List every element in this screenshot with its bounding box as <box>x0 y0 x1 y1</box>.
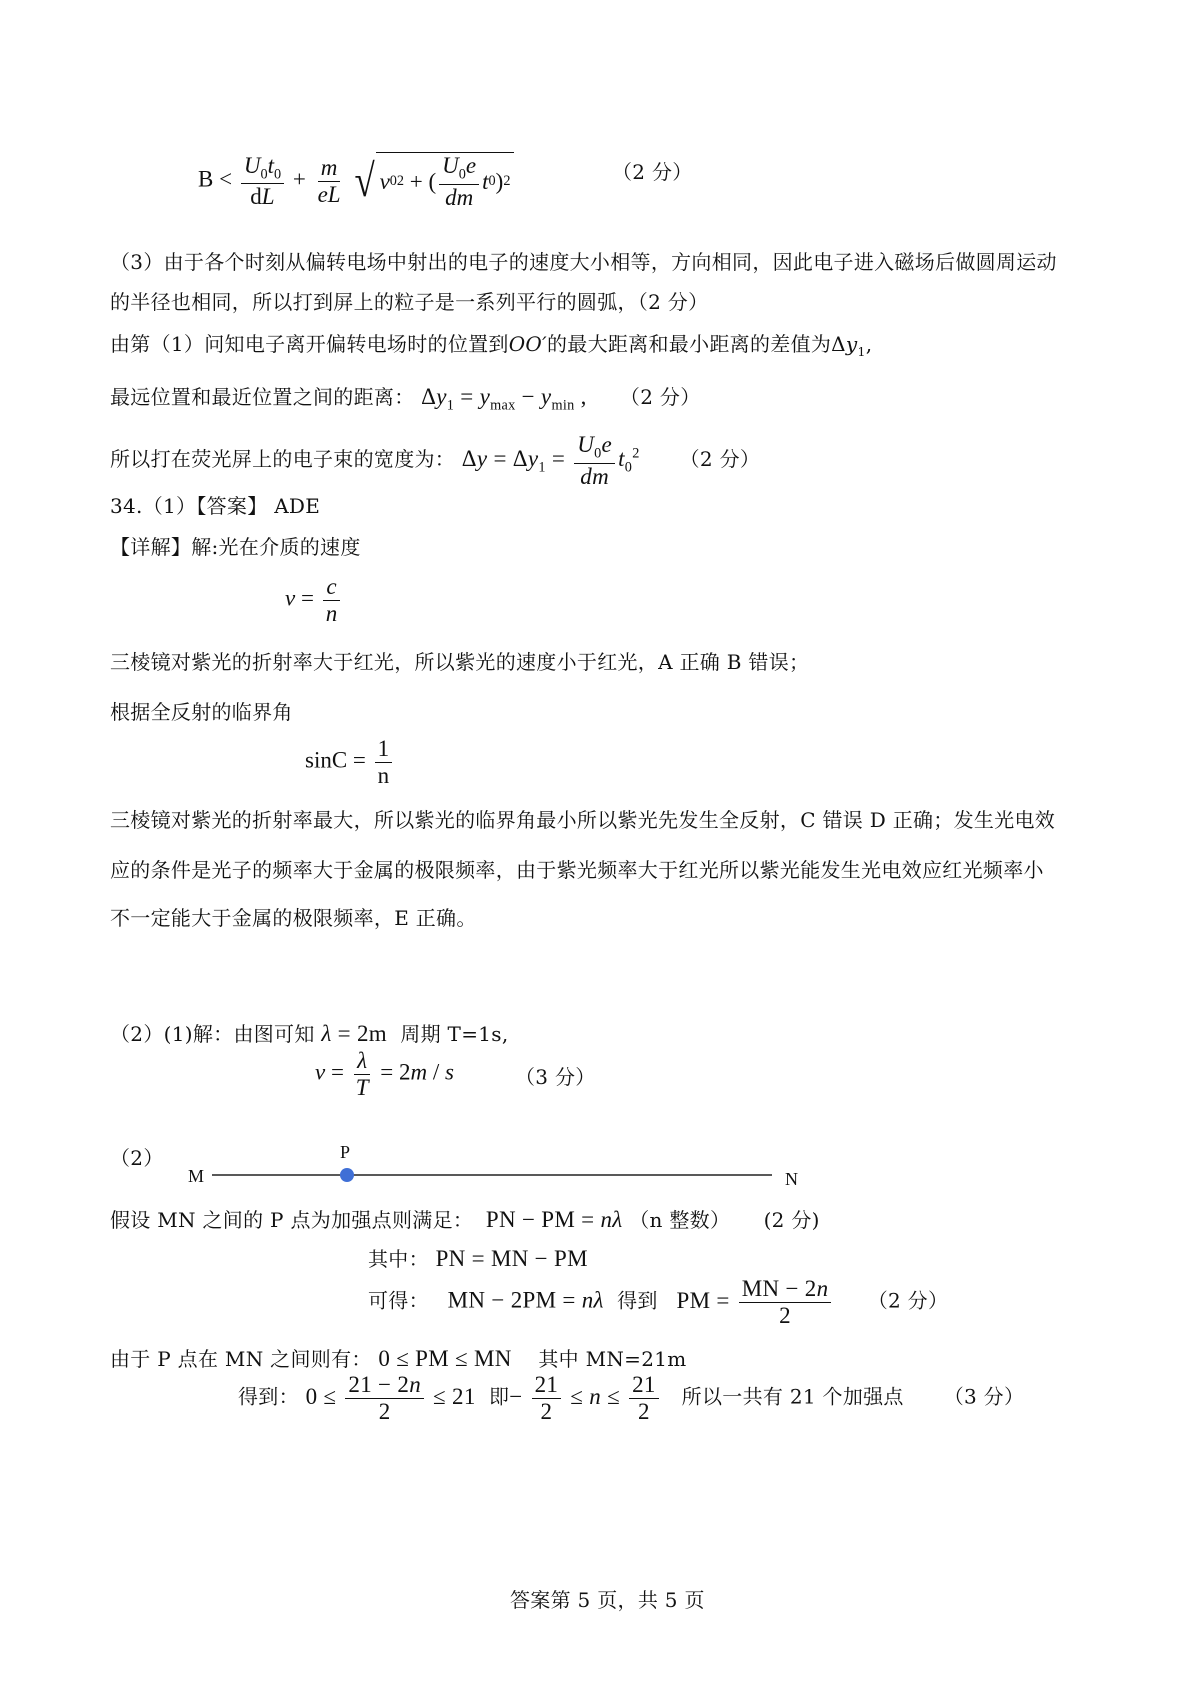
n-integer: （n 整数） <box>629 1208 731 1232</box>
score-b-inequality: （2 分） <box>612 160 693 184</box>
obtain-line: 可得： MN − 2PM = nλ 得到 PM = $\frac{MN - 2n}{2}$ （2 分） <box>368 1276 949 1328</box>
conclusion-text: 所以一共有 21 个加强点 <box>681 1384 904 1409</box>
obtain-text: 可得： <box>368 1288 429 1313</box>
part2-line1-prefix: （2）(1)解：由图可知 <box>110 1022 315 1046</box>
dist-line: 最远位置和最近位置之间的距离： $\Delta y_1 = y_{max} - y_{min}$ , （2 分） <box>110 384 701 414</box>
oo-prime: OO′ <box>508 332 547 356</box>
dist-label: 最远位置和最近位置之间的距离： <box>110 385 415 409</box>
get2-text: 得到： <box>238 1384 299 1409</box>
mn-given: 其中 MN=21m <box>538 1347 687 1371</box>
part2-line1: （2）(1)解：由图可知 λ = 2m 周期 T=1s, <box>110 1021 509 1046</box>
q34-p3-line3: 不一定能大于金属的极限频率，E 正确。 <box>110 906 477 930</box>
velocity-formula: v = $\frac{c}{n}$ <box>285 574 343 627</box>
critical-angle-formula: sinC = $\frac{1}{n}$ <box>305 736 395 789</box>
score-dist: （2 分） <box>619 385 701 409</box>
wave-speed-formula: v = $\frac{\lambda}{T}$ = 2m / s <box>315 1048 454 1100</box>
period-text: 周期 T=1s, <box>400 1022 509 1046</box>
q34-p3-line2: 应的条件是光子的频率大于金属的极限频率，由于紫光频率大于红光所以紫光能发生光电效应红光频率小 <box>110 858 1044 882</box>
sec3-para-line2: 的半径也相同，所以打到屏上的粒子是一系列平行的圆弧，（2 分） <box>110 290 709 314</box>
b-inequality: B < $\frac{U_0t_0}{dL}$ + $\frac{m}{eL}$ √ v 0 2 + ( $\frac{U_0e}{dm}$ t 0 ) 2 <box>198 152 514 210</box>
sec3-line3-suffix: 的最大距离和最小距离的差值为Δ <box>546 332 846 356</box>
assume-line: 假设 MN 之间的 P 点为加强点则满足： PN − PM = nλ （n 整数） (2 分) <box>110 1207 820 1232</box>
ie-text: 即 <box>488 1384 510 1409</box>
width-label: 所以打在荧光屏上的电子束的宽度为： <box>110 446 456 471</box>
score-obtain: （2 分） <box>867 1288 949 1313</box>
sec3-line3-prefix: 由第（1）问知电子离开偏转电场时的位置到 <box>110 332 509 356</box>
q34-p3-line1: 三棱镜对紫光的折射率最大，所以紫光的临界角最小所以紫光先发生全反射，C 错误 D 正确；发生光电效 <box>110 808 1056 832</box>
since-line: 由于 P 点在 MN 之间则有： 0 ≤ PM ≤ MN 其中 MN=21m <box>110 1346 687 1371</box>
since-text: 由于 P 点在 MN 之间则有： <box>110 1347 372 1371</box>
width-line: 所以打在荧光屏上的电子束的宽度为： $\Delta y = \Delta y_1$ = $\frac{U_0e}{dm}$ $t_0^2$ （2 分） <box>110 432 761 489</box>
where-line: 其中： PN = MN − PM <box>368 1246 588 1271</box>
assume-text: 假设 MN 之间的 P 点为加强点则满足： <box>110 1208 474 1232</box>
where-text: 其中： <box>368 1247 429 1271</box>
mn-diagram <box>180 1140 820 1200</box>
sec3-para-line1: （3）由于各个时刻从偏转电场中射出的电子的速度大小相等，方向相同，因此电子进入磁场后做圆周运动 <box>110 250 1057 274</box>
label-m: M <box>188 1166 205 1186</box>
label-p: P <box>340 1142 351 1162</box>
result-line: 得到： 0 ≤ $\frac{21 - 2n}{2}$ ≤ 21 即− $\frac{21}{2}$ ≤ n ≤ $\frac{21}{2}$ 所以一共有 21 个加强点 （3 分） <box>238 1372 1025 1424</box>
label-n: N <box>785 1169 798 1189</box>
q34-p1: 三棱镜对紫光的折射率大于红光，所以紫光的速度小于红光，A 正确 B 错误； <box>110 650 810 674</box>
part2-label: （2） <box>110 1146 164 1170</box>
score-wave-speed: （3 分） <box>515 1065 596 1089</box>
get-text: 得到 <box>617 1288 658 1313</box>
score-conclusion: （3 分） <box>943 1384 1025 1409</box>
page-footer: 答案第 5 页，共 5 页 <box>510 1588 705 1612</box>
sec3-line3: 由第（1）问知电子离开偏转电场时的位置到OO′的最大距离和最小距离的差值为$\Delta y_1$, <box>110 332 873 359</box>
score-width: （2 分） <box>679 446 761 471</box>
point-p-marker <box>340 1168 354 1182</box>
score-assume: (2 分) <box>763 1208 820 1232</box>
q34-p2: 根据全反射的临界角 <box>110 700 293 724</box>
q34-answer: 34.（1）【答案】 ADE <box>110 494 321 518</box>
q34-detail: 【详解】解:光在介质的速度 <box>110 535 361 559</box>
